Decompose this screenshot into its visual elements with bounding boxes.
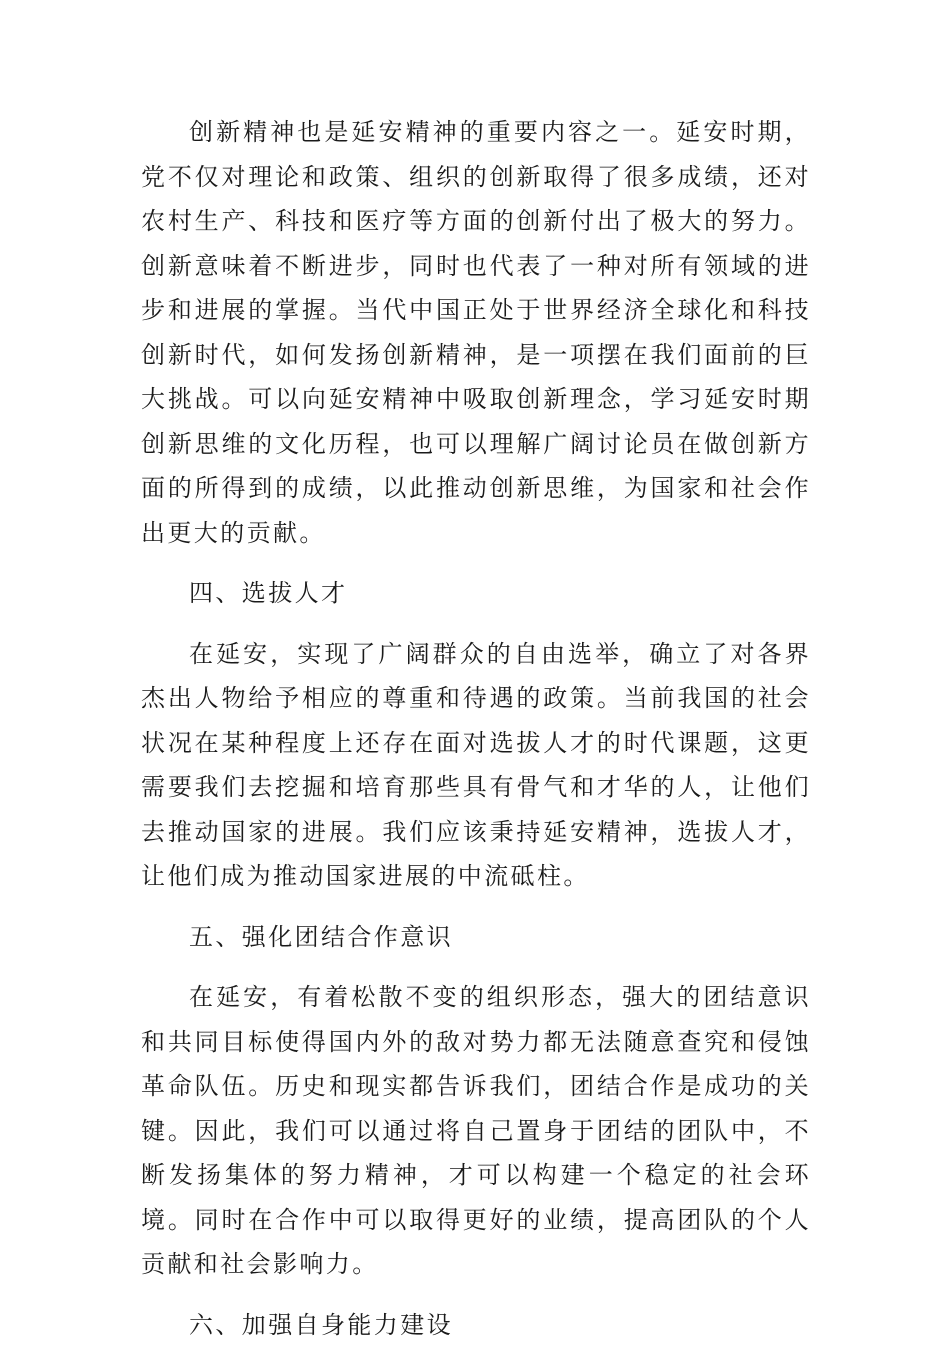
paragraph-innovation-spirit: 创新精神也是延安精神的重要内容之一。延安时期，党不仅对理论和政策、组织的创新取得了很多成绩，还对农村生产、科技和医疗等方面的创新付出了极大的努力。创新意味着不断进步，同时也代表了一种对所有领域的进步和进展的掌握。当代中国正处于世界经济全球化和科技创新时代，如何发扬创新精神，是一项摆在我们面前的巨大挑战。可以向延安精神中吸取创新理念，学习延安时期创新思维的文化历程，也可以理解广阔讨论员在做创新方面的所得到的成绩，以此推动创新思维，为国家和社会作出更大的贡献。 [141, 118, 811, 547]
document-body [141, 110, 811, 1363]
section-heading-select-talent: 四、选拔人才 [189, 579, 348, 607]
paragraph-select-talent: 在延安，实现了广阔群众的自由选举，确立了对各界杰出人物给予相应的尊重和待遇的政策。当前我国的社会状况在某种程度上还存在面对选拔人才的时代课题，这更需要我们去挖掘和培育那些具有骨气和才华的人，让他们去推动国家的进展。我们应该秉持延安精神，选拔人才，让他们成为推动国家进展的中流砥柱。 [141, 639, 811, 890]
section-heading-unity-cooperation: 五、强化团结合作意识 [189, 922, 453, 951]
paragraph-unity-cooperation: 在延安，有着松散不变的组织形态，强大的团结意识和共同目标使得国内外的敌对势力都无法随意查究和侵蚀革命队伍。历史和现实都告诉我们，团结合作是成功的关键。因此，我们可以通过将自己置身于团结的团队中，不断发扬集体的努力精神，才可以构建一个稳定的社会环境。同时在合作中可以取得更好的业绩，提高团队的个人贡献和社会影响力。 [141, 983, 811, 1278]
section-heading-self-capability: 六、加强自身能力建设 [189, 1310, 453, 1339]
